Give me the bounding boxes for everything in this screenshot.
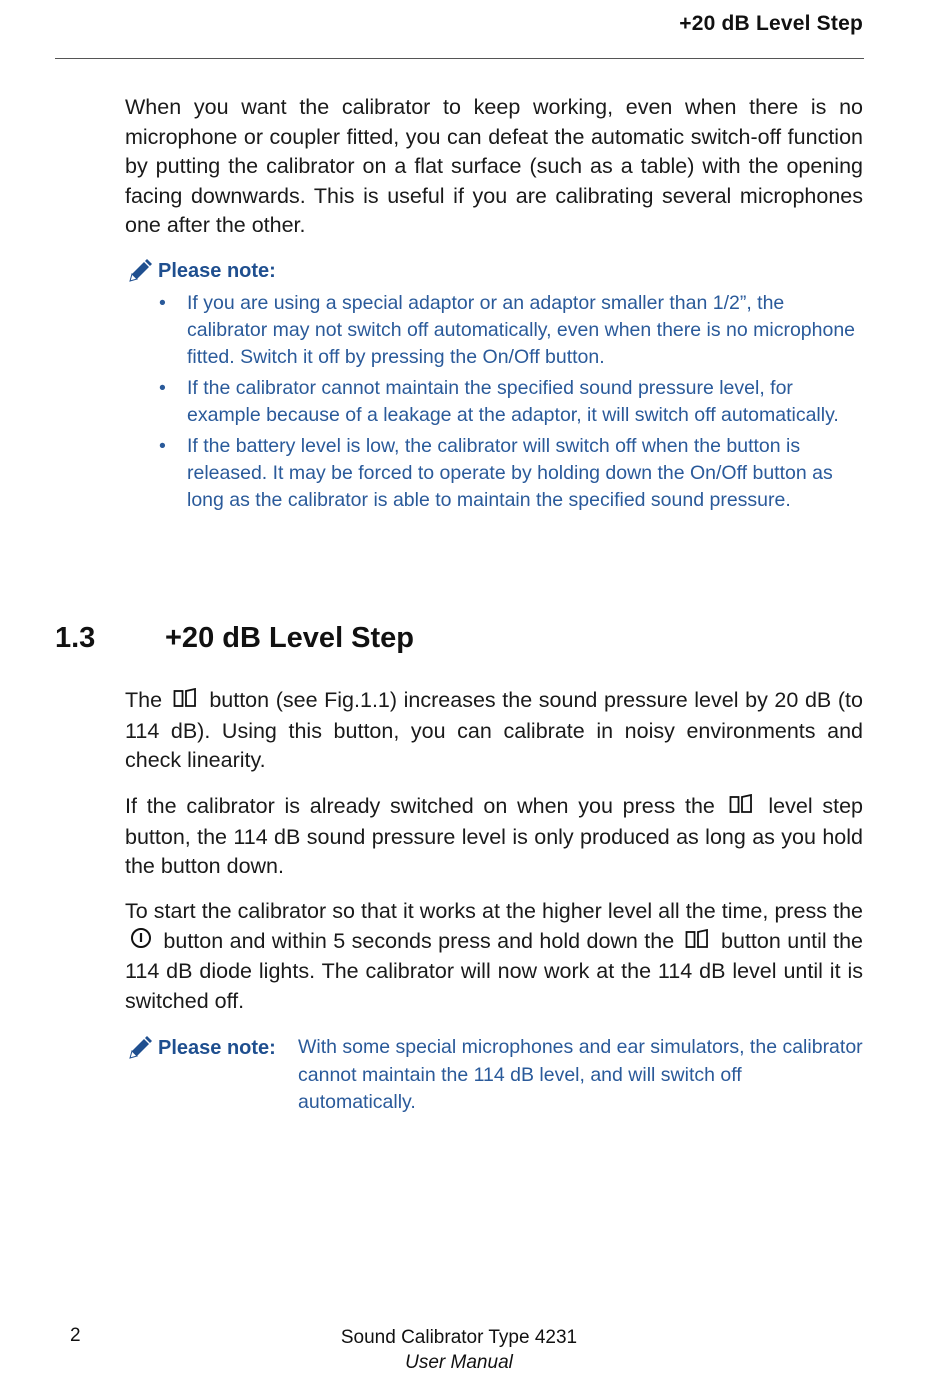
paragraph-text: button and within 5 seconds press and hold down the	[163, 928, 675, 953]
bullet-icon: •	[159, 292, 166, 314]
footer-subtitle: User Manual	[405, 1352, 513, 1373]
footer-title-block	[250, 1325, 668, 1375]
pencil-icon	[127, 1035, 153, 1061]
paragraph-text: The	[125, 688, 163, 712]
note-label: Please note:	[158, 259, 276, 282]
power-icon	[129, 927, 153, 958]
note-item-text: If you are using a special adaptor or an adaptor smaller than 1/2”, the calibrator may not switch off automatically, even when there is no microphone fitted. Switch it off by pressing the On/Off button.	[187, 292, 856, 368]
note-list-item	[127, 290, 863, 371]
note-list	[127, 290, 863, 514]
intro-paragraph: When you want the calibrator to keep working, even when there is no microphone or coupler fitted, you can defeat the automatic switch-off function by putting the calibrator on a flat surface (such as a table) with the opening facing downwards. This is useful if you are calibrating several microphones one after the other.	[125, 95, 863, 237]
note-text: With some special microphones and ear simulators, the calibrator cannot maintain the 114 dB level, and will switch off automatically.	[298, 1036, 863, 1113]
section-paragraph-2	[125, 792, 863, 882]
note-header	[127, 256, 863, 286]
level-step-icon	[173, 687, 199, 717]
note-block-1	[127, 256, 863, 518]
header-divider	[55, 58, 864, 59]
note-header	[127, 1033, 276, 1063]
paragraph-text: level step button, the 114 dB sound pressure level is only produced as long as you hold the button down.	[125, 794, 863, 878]
paragraph-text: button until the 114 dB diode lights. The calibrator will now work at the 114 dB level until it is switched off.	[125, 928, 863, 1013]
note-item-text: If the battery level is low, the calibrator will switch off when the button is released. It may be forced to operate by holding down the On/Off button as long as the calibrator is able to maintain the specified sound pressure.	[187, 435, 833, 511]
page-number: 2	[70, 1325, 81, 1346]
paragraph-text: To start the calibrator so that it works at the higher level all the time, press the	[125, 899, 863, 923]
section-number: 1.3	[55, 622, 96, 654]
note-item-text: If the calibrator cannot maintain the specified sound pressure level, for example because of a leakage at the adaptor, it will switch off automatically.	[187, 377, 839, 426]
running-header-title: +20 dB Level Step	[679, 12, 863, 35]
note-list-item	[127, 433, 863, 514]
level-step-icon	[685, 928, 711, 958]
section-paragraph-1	[125, 686, 863, 776]
note-list-item	[127, 375, 863, 429]
paragraph-text: If the calibrator is already switched on when you press the	[125, 794, 715, 818]
pencil-icon	[127, 258, 153, 284]
section-title: +20 dB Level Step	[165, 622, 415, 654]
footer-title: Sound Calibrator Type 4231	[340, 1327, 578, 1348]
bullet-icon: •	[159, 435, 166, 457]
section-paragraph-3	[125, 897, 863, 1016]
bullet-icon: •	[159, 377, 166, 399]
section-heading	[55, 622, 414, 655]
paragraph-text: button (see Fig.1.1) increases the sound pressure level by 20 dB (to 114 dB). Using this button, you can calibrate in noisy environments and check linearity.	[125, 688, 863, 772]
level-step-icon	[729, 793, 755, 823]
note-label: Please note:	[158, 1036, 276, 1059]
